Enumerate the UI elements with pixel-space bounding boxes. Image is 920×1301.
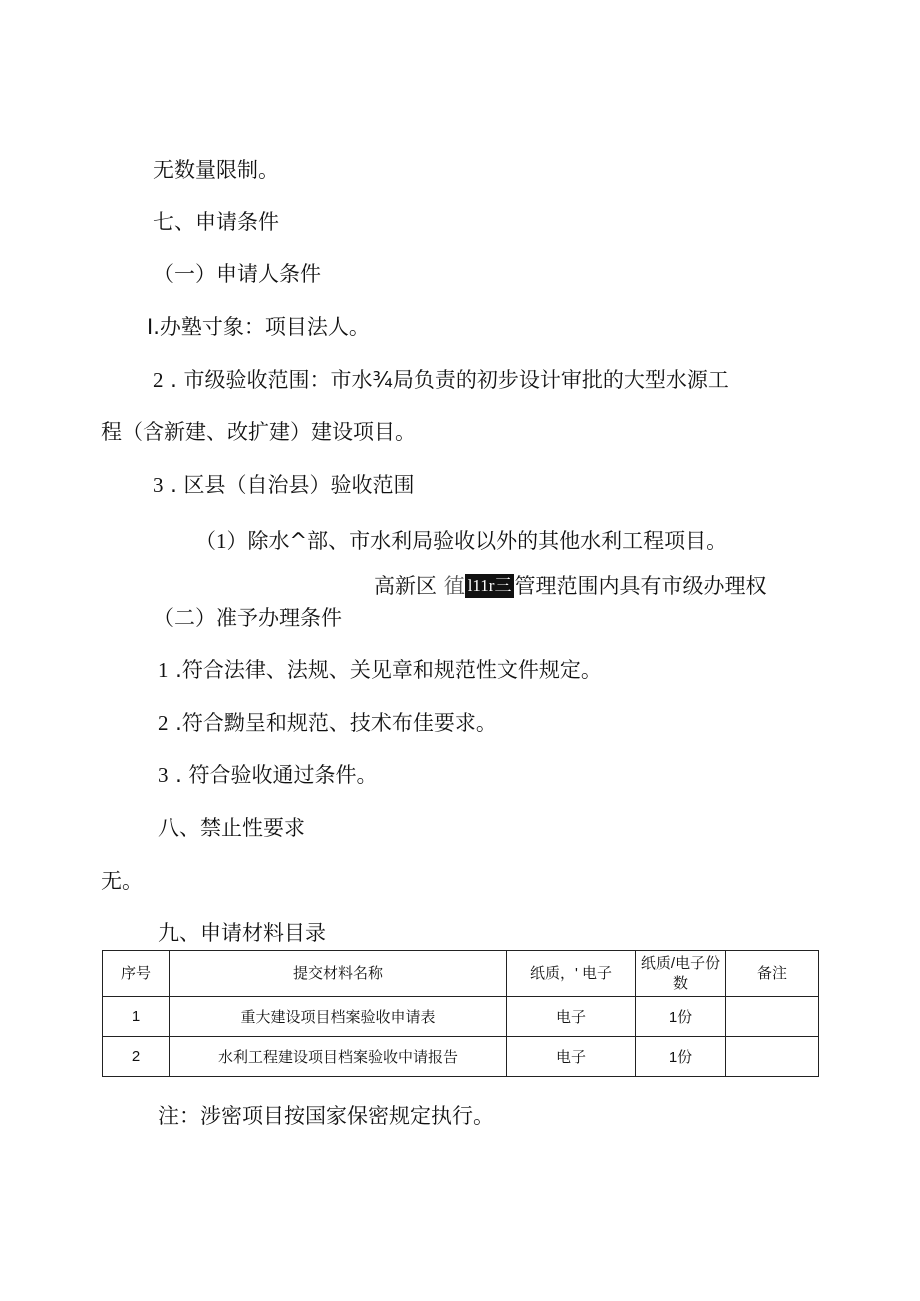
paragraph-district-scope xyxy=(153,471,415,499)
paragraph-high-tech-zone xyxy=(374,572,766,600)
paragraph-applicant-object: I.办塾寸象：项目法人。 xyxy=(147,315,370,339)
item-text: 除水^部、市水利局验收以外的其他水利工程项目。 xyxy=(247,529,728,553)
item-text: .符合法律、法规、关见章和规范性文件规定。 xyxy=(168,658,602,682)
header-format: 纸质，' 电子 xyxy=(507,951,636,997)
table-header-row xyxy=(103,951,819,997)
cell-index: 1 xyxy=(103,997,170,1037)
item-number: 3 xyxy=(153,473,164,497)
header-copies: 纸质/电子份数 xyxy=(636,951,726,997)
subheading-applicant-conditions: （一）申请人条件 xyxy=(153,262,321,286)
cell-remarks xyxy=(726,1037,819,1077)
cell-material-name: 重大建设项目档案验收申请表 xyxy=(170,997,507,1037)
header-index: 序号 xyxy=(103,951,170,997)
cell-index: 2 xyxy=(103,1037,170,1077)
paragraph-condition-2 xyxy=(158,709,497,737)
paragraph-quantity-limit: 无数量限制。 xyxy=(153,158,279,182)
materials-table xyxy=(102,950,819,1077)
cell-format: 电子 xyxy=(507,1037,636,1077)
header-material-name: 提交材料名称 xyxy=(170,951,507,997)
item-number: 2 xyxy=(153,368,164,392)
cell-format: 电子 xyxy=(507,997,636,1037)
item-text: . 区县（自治县）验收范围 xyxy=(163,473,415,497)
paragraph-condition-1 xyxy=(158,656,602,684)
redaction-box: l11r三 xyxy=(465,574,515,598)
subheading-approval-conditions: （二）准予办理条件 xyxy=(153,606,342,630)
paragraph-city-scope-continued: 程（含新建、改扩建）建设项目。 xyxy=(101,420,416,444)
cell-material-name: 水利工程建设项目档案验收中请报告 xyxy=(170,1037,507,1077)
cell-remarks xyxy=(726,997,819,1037)
paragraph-none: 无。 xyxy=(101,869,143,893)
paragraph-city-scope xyxy=(153,366,729,394)
item-text: .符合黝呈和规范、技术布佳要求。 xyxy=(168,711,497,735)
paragraph-district-item-1 xyxy=(195,527,727,555)
heading-materials-list: 九、申请材料目录 xyxy=(158,921,326,945)
item-number: 1 xyxy=(158,658,169,682)
cell-copies: 1份 xyxy=(636,1037,726,1077)
cell-copies: 1份 xyxy=(636,997,726,1037)
heading-prohibitions: 八、禁止性要求 xyxy=(158,816,305,840)
paragraph-classified-note: 注：涉密项目按国家保密规定执行。 xyxy=(158,1104,494,1128)
item-text: . 符合验收通过条件。 xyxy=(168,763,378,787)
text-segment: 徝 xyxy=(443,574,465,598)
table-row xyxy=(103,1037,819,1077)
text-segment: 管理范围内具有市级办理权 xyxy=(514,574,767,598)
table-row xyxy=(103,997,819,1037)
paragraph-condition-3 xyxy=(158,761,378,789)
item-text: . 市级验收范围：市水¾局负责的初步设计审批的大型水源工 xyxy=(163,368,729,392)
header-remarks: 备注 xyxy=(726,951,819,997)
item-number: 2 xyxy=(158,711,169,735)
item-number: （1） xyxy=(195,529,248,553)
item-number: 3 xyxy=(158,763,169,787)
heading-application-conditions: 七、申请条件 xyxy=(153,210,279,234)
text-segment: 高新区 xyxy=(374,574,437,598)
